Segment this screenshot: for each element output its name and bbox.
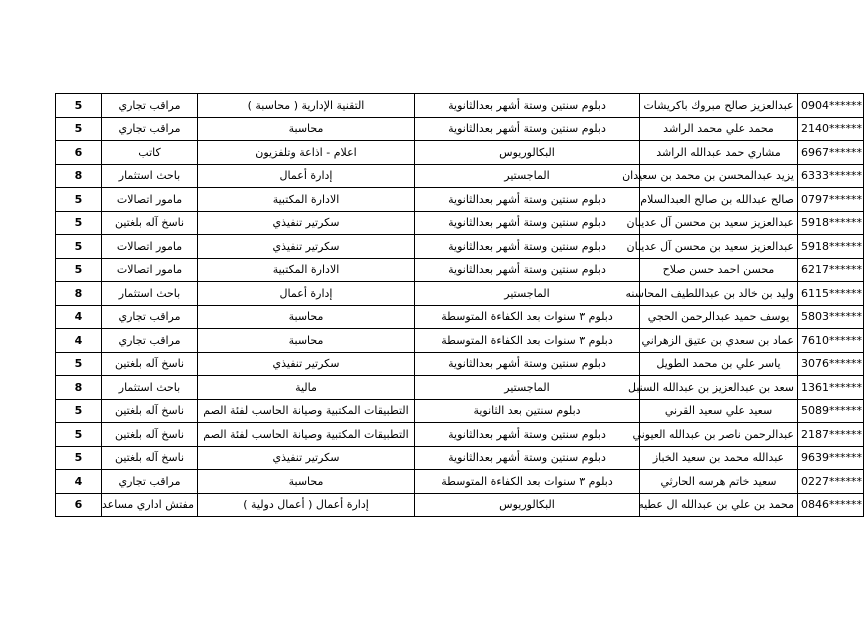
cell-name: محسن احمد حسن صلاح xyxy=(640,258,798,282)
cell-qualification: دبلوم سنتين وستة أشهر بعدالثانوية xyxy=(415,423,640,447)
table-row xyxy=(56,352,864,376)
table-row xyxy=(56,329,864,353)
cell-name: عبدالله محمد بن سعيد الخباز xyxy=(640,446,798,470)
cell-id: 0797****** xyxy=(798,188,864,212)
cell-id: 5803****** xyxy=(798,305,864,329)
cell-qualification: دبلوم سنتين وستة أشهر بعدالثانوية xyxy=(415,94,640,118)
cell-job-title: باحث استثمار xyxy=(102,164,198,188)
cell-grade: 8 xyxy=(56,376,102,400)
cell-name: عبدالعزيز صالح مبروك باكريشات xyxy=(640,94,798,118)
cell-job-title: ناسخ آله بلغتين xyxy=(102,423,198,447)
table-row xyxy=(56,211,864,235)
cell-name: وليد بن خالد بن عبداللطيف المحاسنه xyxy=(640,282,798,306)
cell-job-title: ناسخ آله بلغتين xyxy=(102,399,198,423)
cell-grade: 5 xyxy=(56,399,102,423)
cell-id: 9639****** xyxy=(798,446,864,470)
cell-id: 0846****** xyxy=(798,493,864,517)
cell-qualification: دبلوم ٣ سنوات بعد الكفاءة المتوسطة xyxy=(415,305,640,329)
cell-id: 6967****** xyxy=(798,141,864,165)
cell-grade: 5 xyxy=(56,94,102,118)
cell-major: إدارة أعمال xyxy=(198,282,415,306)
table-row xyxy=(56,446,864,470)
cell-qualification: دبلوم سنتين وستة أشهر بعدالثانوية xyxy=(415,446,640,470)
cell-id: 5918****** xyxy=(798,211,864,235)
table-row xyxy=(56,188,864,212)
cell-job-title: ناسخ آله بلغتين xyxy=(102,352,198,376)
cell-qualification: الماجستير xyxy=(415,376,640,400)
cell-job-title: مفتش اداري مساعد xyxy=(102,493,198,517)
cell-name: ياسر علي بن محمد الطويل xyxy=(640,352,798,376)
table-row xyxy=(56,94,864,118)
cell-major: محاسبة xyxy=(198,470,415,494)
cell-major: اعلام - اذاعة وتلفزيون xyxy=(198,141,415,165)
cell-qualification: دبلوم سنتين وستة أشهر بعدالثانوية xyxy=(415,235,640,259)
cell-job-title: كاتب xyxy=(102,141,198,165)
cell-id: 2140****** xyxy=(798,117,864,141)
cell-qualification: دبلوم سنتين وستة أشهر بعدالثانوية xyxy=(415,258,640,282)
cell-job-title: مراقب تجاري xyxy=(102,94,198,118)
cell-grade: 6 xyxy=(56,141,102,165)
cell-name: عبدالعزيز سعيد بن محسن آل عدينان xyxy=(640,211,798,235)
cell-major: سكرتير تنفيذي xyxy=(198,352,415,376)
cell-id: 7610****** xyxy=(798,329,864,353)
table-row xyxy=(56,423,864,447)
cell-qualification: دبلوم سنتين وستة أشهر بعدالثانوية xyxy=(415,211,640,235)
cell-qualification: دبلوم سنتين وستة أشهر بعدالثانوية xyxy=(415,352,640,376)
records-table-body xyxy=(56,94,864,517)
cell-grade: 5 xyxy=(56,117,102,141)
cell-id: 1361****** xyxy=(798,376,864,400)
cell-qualification: دبلوم ٣ سنوات بعد الكفاءة المتوسطة xyxy=(415,470,640,494)
cell-name: سعد بن عبدالعزيز بن عبدالله السنبل xyxy=(640,376,798,400)
cell-job-title: مراقب تجاري xyxy=(102,329,198,353)
cell-major: التقنية الإدارية ( محاسبة ) xyxy=(198,94,415,118)
cell-name: سعيد خاتم هرسه الحارثي xyxy=(640,470,798,494)
cell-grade: 5 xyxy=(56,446,102,470)
cell-id: 6333****** xyxy=(798,164,864,188)
cell-name: يزيد عبدالمحسن بن محمد بن سعيدان xyxy=(640,164,798,188)
table-row xyxy=(56,470,864,494)
table-row xyxy=(56,493,864,517)
cell-grade: 5 xyxy=(56,352,102,376)
cell-name: سعيد علي سعيد القرني xyxy=(640,399,798,423)
cell-job-title: مراقب تجاري xyxy=(102,117,198,141)
cell-id: 0227****** xyxy=(798,470,864,494)
table-row xyxy=(56,164,864,188)
cell-id: 5089****** xyxy=(798,399,864,423)
cell-grade: 5 xyxy=(56,423,102,447)
table-row xyxy=(56,117,864,141)
cell-name: محمد علي محمد الراشد xyxy=(640,117,798,141)
cell-grade: 4 xyxy=(56,329,102,353)
cell-qualification: دبلوم سنتين وستة أشهر بعدالثانوية xyxy=(415,117,640,141)
table-row xyxy=(56,282,864,306)
table-row xyxy=(56,141,864,165)
cell-qualification: الماجستير xyxy=(415,164,640,188)
cell-grade: 8 xyxy=(56,164,102,188)
cell-major: إدارة أعمال ( أعمال دولية ) xyxy=(198,493,415,517)
cell-job-title: باحث استثمار xyxy=(102,282,198,306)
cell-name: عبدالعزيز سعيد بن محسن آل عدينان xyxy=(640,235,798,259)
cell-major: الادارة المكتبية xyxy=(198,258,415,282)
cell-job-title: باحث استثمار xyxy=(102,376,198,400)
cell-job-title: ناسخ آله بلغتين xyxy=(102,446,198,470)
cell-grade: 6 xyxy=(56,493,102,517)
cell-qualification: البكالوريوس xyxy=(415,493,640,517)
cell-name: عبدالرحمن ناصر بن عبدالله العيوني xyxy=(640,423,798,447)
cell-id: 6217****** xyxy=(798,258,864,282)
cell-id: 0904****** xyxy=(798,94,864,118)
cell-major: محاسبة xyxy=(198,305,415,329)
cell-major: سكرتير تنفيذي xyxy=(198,211,415,235)
cell-grade: 5 xyxy=(56,235,102,259)
records-table xyxy=(55,93,864,517)
cell-grade: 5 xyxy=(56,188,102,212)
cell-qualification: دبلوم سنتين بعد الثانوية xyxy=(415,399,640,423)
cell-name: صالح عبدالله بن صالح العبدالسلام xyxy=(640,188,798,212)
cell-id: 6115****** xyxy=(798,282,864,306)
cell-job-title: مراقب تجاري xyxy=(102,305,198,329)
cell-job-title: مامور اتصالات xyxy=(102,235,198,259)
cell-grade: 4 xyxy=(56,305,102,329)
cell-major: سكرتير تنفيذي xyxy=(198,446,415,470)
cell-name: يوسف حميد عبدالرحمن الحجي xyxy=(640,305,798,329)
cell-major: محاسبة xyxy=(198,117,415,141)
table-row xyxy=(56,258,864,282)
cell-name: محمد بن علي بن عبدالله ال عطيه xyxy=(640,493,798,517)
cell-qualification: دبلوم ٣ سنوات بعد الكفاءة المتوسطة xyxy=(415,329,640,353)
cell-job-title: مامور اتصالات xyxy=(102,188,198,212)
table-row xyxy=(56,376,864,400)
table-row xyxy=(56,399,864,423)
cell-major: سكرتير تنفيذي xyxy=(198,235,415,259)
cell-qualification: البكالوريوس xyxy=(415,141,640,165)
cell-grade: 5 xyxy=(56,258,102,282)
cell-major: إدارة أعمال xyxy=(198,164,415,188)
cell-job-title: ناسخ آله بلغتين xyxy=(102,211,198,235)
cell-major: التطبيقات المكتبية وصيانة الحاسب لفئة الصم xyxy=(198,423,415,447)
cell-job-title: مامور اتصالات xyxy=(102,258,198,282)
cell-major: التطبيقات المكتبية وصيانة الحاسب لفئة الصم xyxy=(198,399,415,423)
cell-major: الادارة المكتبية xyxy=(198,188,415,212)
cell-grade: 5 xyxy=(56,211,102,235)
cell-name: عماد بن سعدي بن عتيق الزهراني xyxy=(640,329,798,353)
cell-qualification: دبلوم سنتين وستة أشهر بعدالثانوية xyxy=(415,188,640,212)
cell-grade: 4 xyxy=(56,470,102,494)
cell-job-title: مراقب تجاري xyxy=(102,470,198,494)
cell-qualification: الماجستير xyxy=(415,282,640,306)
cell-grade: 8 xyxy=(56,282,102,306)
table-row xyxy=(56,305,864,329)
cell-major: محاسبة xyxy=(198,329,415,353)
cell-major: مالية xyxy=(198,376,415,400)
table-row xyxy=(56,235,864,259)
cell-id: 5918****** xyxy=(798,235,864,259)
cell-id: 2187****** xyxy=(798,423,864,447)
cell-name: مشاري حمد عبدالله الراشد xyxy=(640,141,798,165)
cell-id: 3076****** xyxy=(798,352,864,376)
